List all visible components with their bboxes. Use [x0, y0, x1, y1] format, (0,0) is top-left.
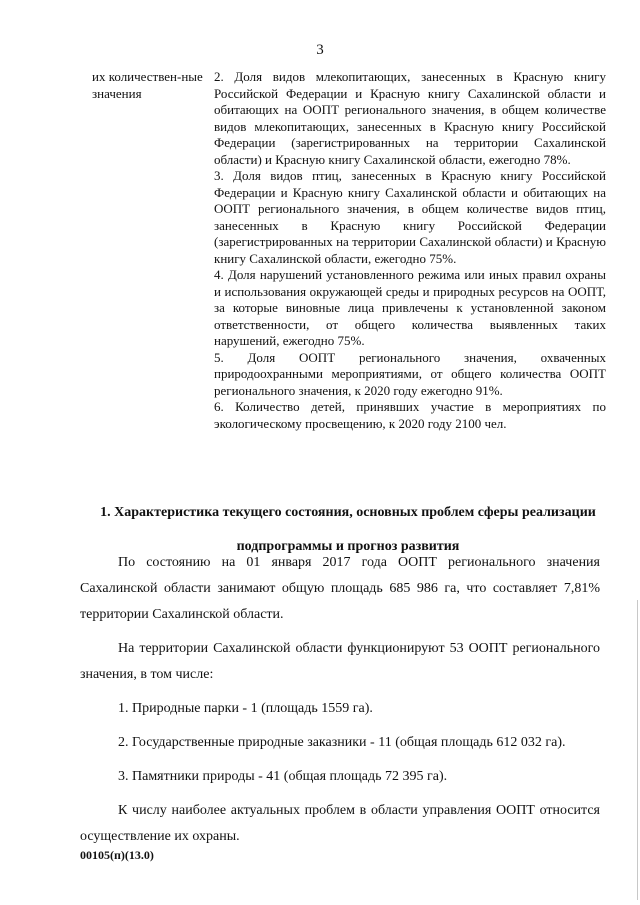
paragraph: По состоянию на 01 января 2017 года ООПТ регионального значения Сахалинской области занимают общую площадь 685 986 га, что составляет 7,81% территории Сахалинской области. [80, 555, 600, 622]
indicator-item: 3. Доля видов птиц, занесенных в Красную книгу Российской Федерации и Красную книгу Сахалинской области и обитающих на ООПТ регионального значения, в общем количестве видов птиц, занесенных в Красную книгу Российской Федерации (зарегистрированных на территории Сахалинской области) и Красную книгу Сахалинской области, ежегодно 75%. [214, 168, 606, 266]
table-row-label: их количествен-ные значения [92, 69, 203, 101]
indicator-item: 5. Доля ООПТ регионального значения, охваченных природоохранными мероприятиями, от общего количества ООПТ регионального значения, к 2020 году ежегодно 91%. [214, 349, 606, 398]
indicator-item: 6. Количество детей, принявших участие в мероприятиях по экологическому просвещению, к 2020 году 2100 чел. [214, 399, 606, 431]
document-code: 00105(п)(13.0) [80, 848, 154, 862]
scan-edge-line [637, 600, 638, 900]
paragraph: На территории Сахалинской области функционируют 53 ООПТ регионального значения, в том числе: [80, 641, 600, 682]
indicator-item: 4. Доля нарушений установленного режима или иных правил охраны и использования окружающей среды и природных ресурсов на ООПТ, за которые виновные лица привлечены к установленной законом ответственности, от общего количества выявленных таких нарушений, ежегодно 75%. [214, 267, 606, 348]
indicator-item: 2. Доля видов млекопитающих, занесенных в Красную книгу Российской Федерации и Красную книгу Сахалинской области и обитающих на ООПТ регионального значения, в общем количестве видов млекопитающих, занесенных в Красную книгу Российской Федерации (зарегистрированных на территории Сахалинской области) и Красную книгу Сахалинской области, ежегодно 78%. [214, 69, 606, 167]
list-item: 2. Государственные природные заказники - 11 (общая площадь 612 032 га). [118, 735, 566, 750]
list-item: 3. Памятники природы - 41 (общая площадь 72 395 га). [118, 769, 448, 784]
section-heading: 1. Характеристика текущего состояния, основных проблем сферы реализации подпрограммы и прогноз развития [100, 505, 596, 554]
page-number: 3 [316, 42, 324, 58]
indicators-list [214, 69, 606, 432]
paragraph: К числу наиболее актуальных проблем в области управления ООПТ относится осуществление их охраны. [80, 803, 600, 844]
body-text [80, 550, 600, 850]
list-item: 1. Природные парки - 1 (площадь 1559 га). [118, 701, 373, 716]
